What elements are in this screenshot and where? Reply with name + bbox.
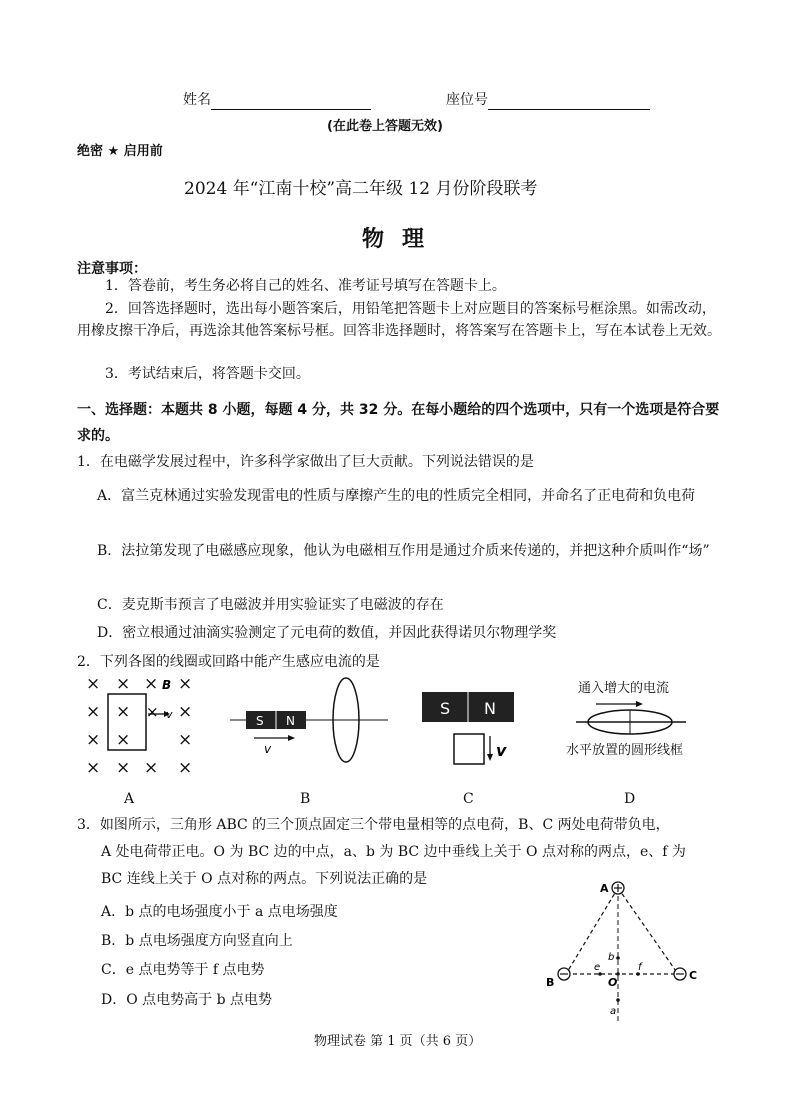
- point-e-label: e: [594, 962, 601, 973]
- square-loop: [454, 734, 484, 764]
- svg-text:×: ×: [116, 702, 131, 722]
- figure-a-label: A: [124, 791, 135, 807]
- svg-text:×: ×: [178, 702, 193, 722]
- q3-option-c: C．e 点电势等于 f 点电势: [101, 962, 265, 978]
- question-1-stem: 1．在电磁学发展过程中，许多科学家做出了巨大贡献。下列说法错误的是: [77, 454, 534, 470]
- vertex-b-label: B: [546, 976, 555, 989]
- q3-option-d: D．O 点电势高于 b 点电势: [101, 992, 273, 1008]
- figure-d-top-label: 通入增大的电流: [578, 681, 670, 696]
- velocity-label: v: [264, 742, 272, 756]
- secret-label: 绝密 ★ 启用前: [77, 144, 163, 159]
- velocity-label: v: [166, 708, 173, 721]
- current-arrow-icon: [636, 701, 643, 707]
- subject-title: 物理: [362, 227, 443, 252]
- figure-d-label: D: [624, 791, 636, 807]
- page-footer: 物理试卷 第 1 页（共 6 页）: [314, 1034, 482, 1049]
- q3-option-a: A．b 点的电场强度小于 a 点电场强度: [101, 904, 338, 920]
- svg-text:×: ×: [86, 702, 101, 722]
- magnet-s: S: [440, 699, 451, 718]
- q1-option-b: B．法拉第发现了电磁感应现象，他认为电磁相互作用是通过介质来传递的，并把这种介质叫作“场”: [97, 543, 710, 559]
- figure-c-label: C: [463, 791, 474, 807]
- figure-b-label: B: [300, 791, 311, 807]
- field-cross-icons: [86, 674, 192, 778]
- svg-text:×: ×: [178, 730, 193, 750]
- notes-heading: 注意事项：: [77, 261, 147, 277]
- point-f-label: f: [638, 962, 642, 973]
- svg-text:×: ×: [146, 703, 159, 721]
- point-o-label: O: [608, 976, 618, 989]
- q1-option-d: D．密立根通过油滴实验测定了元电荷的数值，并因此获得诺贝尔物理学奖: [97, 625, 557, 641]
- svg-text:×: ×: [144, 674, 159, 694]
- svg-text:×: ×: [86, 674, 101, 694]
- exam-title: 2024 年“江南十校”高二年级 12 月份阶段联考: [184, 179, 538, 199]
- seat-field: [446, 90, 650, 110]
- velocity-arrow-icon: [487, 754, 493, 761]
- seat-label: 座位号: [446, 92, 488, 108]
- svg-text:×: ×: [116, 758, 131, 778]
- magnet-n: N: [286, 714, 295, 728]
- vertex-a-label: A: [600, 882, 609, 895]
- svg-text:×: ×: [86, 758, 101, 778]
- question-3-stem-line3: BC 连线上关于 O 点对称的两点。下列说法正确的是: [101, 871, 428, 887]
- note-item: 3．考试结束后，将答题卡交回。: [105, 366, 310, 382]
- magnet-n: N: [484, 699, 496, 718]
- note-item: 1．答卷前，考生务必将自己的姓名、准考证号填写在答题卡上。: [105, 278, 506, 294]
- svg-text:×: ×: [116, 674, 131, 694]
- svg-text:×: ×: [178, 674, 193, 694]
- question-3-stem-line1: 3．如图所示，三角形 ABC 的三个顶点固定三个带电量相等的点电荷，B、C 两处电荷带负电，: [77, 817, 670, 833]
- svg-text:×: ×: [178, 758, 193, 778]
- figure-b-magnet-ring: [228, 675, 398, 775]
- figure-triangle-charges: [538, 876, 713, 1026]
- figure-c-magnet-loop: [420, 690, 530, 770]
- figure-d-bottom-label: 水平放置的圆形线框: [566, 743, 684, 758]
- q3-option-b: B．b 点电场强度方向竖直向上: [101, 933, 293, 949]
- vertex-c-label: C: [689, 969, 698, 982]
- q1-option-a: A．富兰克林通过实验发现雷电的性质与摩擦产生的电的性质完全相同，并命名了正电荷和负电荷: [97, 488, 696, 504]
- point-b-label: b: [608, 952, 615, 963]
- velocity-arrow-icon: [288, 735, 295, 741]
- svg-text:×: ×: [116, 730, 131, 750]
- field-label: B: [162, 678, 172, 692]
- velocity-label: v: [496, 741, 507, 760]
- point-a-label: a: [610, 1006, 617, 1017]
- note-item: 2．回答选择题时，选出每小题答案后，用铅笔把答题卡上对应题目的答案标号框涂黑。如需改动，用橡皮擦干净后，再选涂其他答案标号框。回答非选择题时，将答案写在答题卡上，写在本试卷上无效。: [77, 301, 721, 339]
- name-field: [183, 90, 371, 110]
- figure-d-wire-loop: [576, 696, 696, 740]
- question-2-stem: 2．下列各图的线圈或回路中能产生感应电流的是: [77, 654, 380, 670]
- section-heading: 一、选择题：本题共 8 小题，每题 4 分，共 32 分。在每小题给的四个选项中，只有一个选项是符合要求的。: [77, 402, 720, 444]
- seat-blank: [488, 95, 650, 110]
- name-blank: [211, 95, 371, 110]
- svg-text:×: ×: [144, 758, 159, 778]
- question-3-stem-line2: A 处电荷带正电。O 为 BC 边的中点，a、b 为 BC 边中垂线上关于 O 点对称的两点，e、f 为: [101, 844, 686, 860]
- q1-option-c: C．麦克斯韦预言了电磁波并用实验证实了电磁波的存在: [97, 597, 444, 613]
- svg-text:×: ×: [86, 730, 101, 750]
- magnet-s: S: [256, 714, 264, 728]
- answer-notice: (在此卷上答题无效): [327, 119, 443, 134]
- name-label: 姓名: [183, 92, 211, 108]
- figure-a-magnetic-field: [80, 672, 200, 784]
